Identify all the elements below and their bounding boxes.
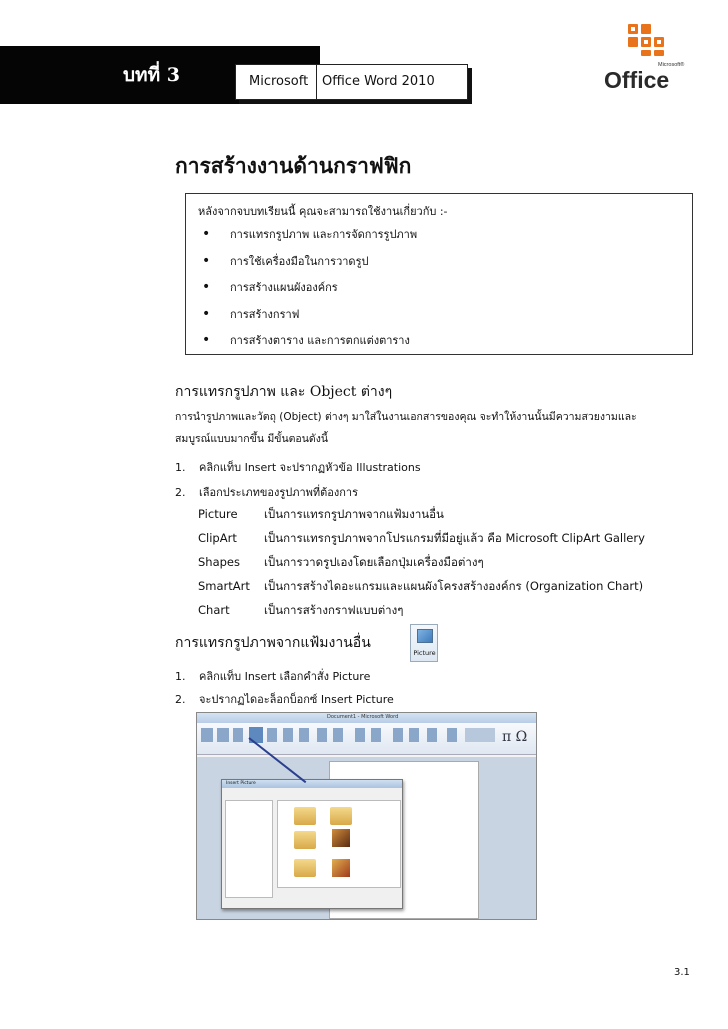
section2-step	[175, 667, 370, 685]
definition-term: SmartArt	[198, 579, 250, 593]
definition-term: Picture	[198, 507, 238, 521]
objective-item: • การแทรกรูปภาพ และการจัดการรูปภาพ	[198, 228, 680, 255]
word-insert-picture-screenshot	[196, 712, 537, 920]
dialog-title: Insert Picture	[222, 780, 402, 788]
definition-row	[198, 553, 645, 577]
definition-desc: เป็นการแทรกรูปภาพจากโปรแกรมที่มีอยู่แล้ว คือ Microsoft ClipArt Gallery	[264, 531, 645, 545]
definition-desc: เป็นการแทรกรูปภาพจากแฟ้มงานอื่น	[264, 507, 444, 521]
step-text: จะปรากฏไดอะล็อกบ็อกซ์ Insert Picture	[199, 693, 394, 706]
definition-desc: เป็นการสร้างกราฟแบบต่างๆ	[264, 603, 404, 617]
screenshot-window-title: Document1 - Microsoft Word	[327, 714, 399, 720]
svg-text:π Ω: π Ω	[502, 729, 528, 745]
definition-term: Chart	[198, 603, 230, 617]
definition-desc: เป็นการวาดรูปเองโดยเลือกปุ่มเครื่องมือต่างๆ	[264, 555, 484, 569]
office-logo	[600, 22, 690, 92]
definition-row	[198, 505, 645, 529]
product-title-part1: Microsoft	[249, 74, 309, 89]
picture-type-definitions	[198, 505, 645, 625]
step-number: 1.	[175, 461, 186, 474]
definition-row	[198, 577, 645, 601]
page-number: 3.1	[674, 967, 690, 978]
step-number: 2.	[175, 693, 186, 706]
objective-item: • การสร้างแผนผังองค์กร	[198, 281, 680, 308]
step-number: 2.	[175, 486, 186, 499]
logo-small-text: Microsoft®	[658, 62, 685, 68]
step-number: 1.	[175, 670, 186, 683]
folder-icon	[294, 831, 316, 849]
step-text: คลิกแท็บ Insert เลือกคำสั่ง Picture	[199, 670, 371, 683]
definition-desc: เป็นการสร้างไดอะแกรมและแผนผังโครงสร้างองค์กร (Organization Chart)	[264, 579, 644, 593]
objectives-list	[198, 228, 680, 361]
title-divider	[316, 65, 317, 99]
logo-text: Office	[604, 67, 670, 92]
objectives-intro: หลังจากจบบทเรียนนี้ คุณจะสามารถใช้งานเกี่ยวกับ :-	[198, 205, 448, 218]
product-title-box	[235, 64, 468, 100]
definition-term: Shapes	[198, 555, 241, 569]
dialog-navigation-pane	[225, 800, 273, 898]
definition-term: ClipArt	[198, 531, 237, 545]
picture-button-icon	[410, 624, 438, 662]
insert-picture-dialog	[221, 779, 403, 909]
objective-item: • การสร้างตาราง และการตกแต่งตาราง	[198, 334, 680, 361]
picture-thumbnail-icon	[417, 629, 433, 643]
objectives-box	[185, 193, 693, 355]
picture-icon-label: Picture	[413, 649, 436, 657]
section-heading-insert-picture: การแทรกรูปภาพจากแฟ้มงานอื่น	[175, 635, 371, 651]
section1-step	[175, 458, 421, 476]
step-text: คลิกแท็บ Insert จะปรากฏหัวข้อ Illustrations	[199, 461, 421, 474]
chapter-label: บทที่ 3	[123, 64, 180, 86]
section-heading-insert-objects: การแทรกรูปภาพ และ Object ต่างๆ	[175, 384, 393, 400]
image-thumbnail-icon	[332, 859, 350, 877]
folder-icon	[330, 807, 352, 825]
page-title: การสร้างงานด้านกราฟฟิก	[175, 153, 412, 178]
definition-row	[198, 601, 645, 625]
step-text: เลือกประเภทของรูปภาพที่ต้องการ	[199, 486, 359, 499]
definition-row	[198, 529, 645, 553]
screenshot-title-bar	[197, 713, 536, 723]
objective-item: • การใช้เครื่องมือในการวาดรูป	[198, 255, 680, 282]
product-title-part2: Office Word 2010	[322, 74, 435, 89]
screenshot-document-area	[197, 757, 537, 920]
folder-icon	[294, 807, 316, 825]
section1-step	[175, 483, 358, 501]
section1-paragraph-line2: สมบูรณ์แบบมากขึ้น มีขั้นตอนดังนี้	[175, 433, 329, 445]
folder-icon	[294, 859, 316, 877]
dialog-file-list	[277, 800, 401, 888]
section1-paragraph-line1: การนำรูปภาพและวัตถุ (Object) ต่างๆ มาใส่ในงานเอกสารของคุณ จะทำให้งานนั้นมีความสวยงามและ	[175, 411, 637, 423]
section2-step	[175, 690, 394, 708]
office-logo-icon	[600, 22, 690, 92]
objective-item: • การสร้างกราฟ	[198, 308, 680, 335]
image-thumbnail-icon	[332, 829, 350, 847]
